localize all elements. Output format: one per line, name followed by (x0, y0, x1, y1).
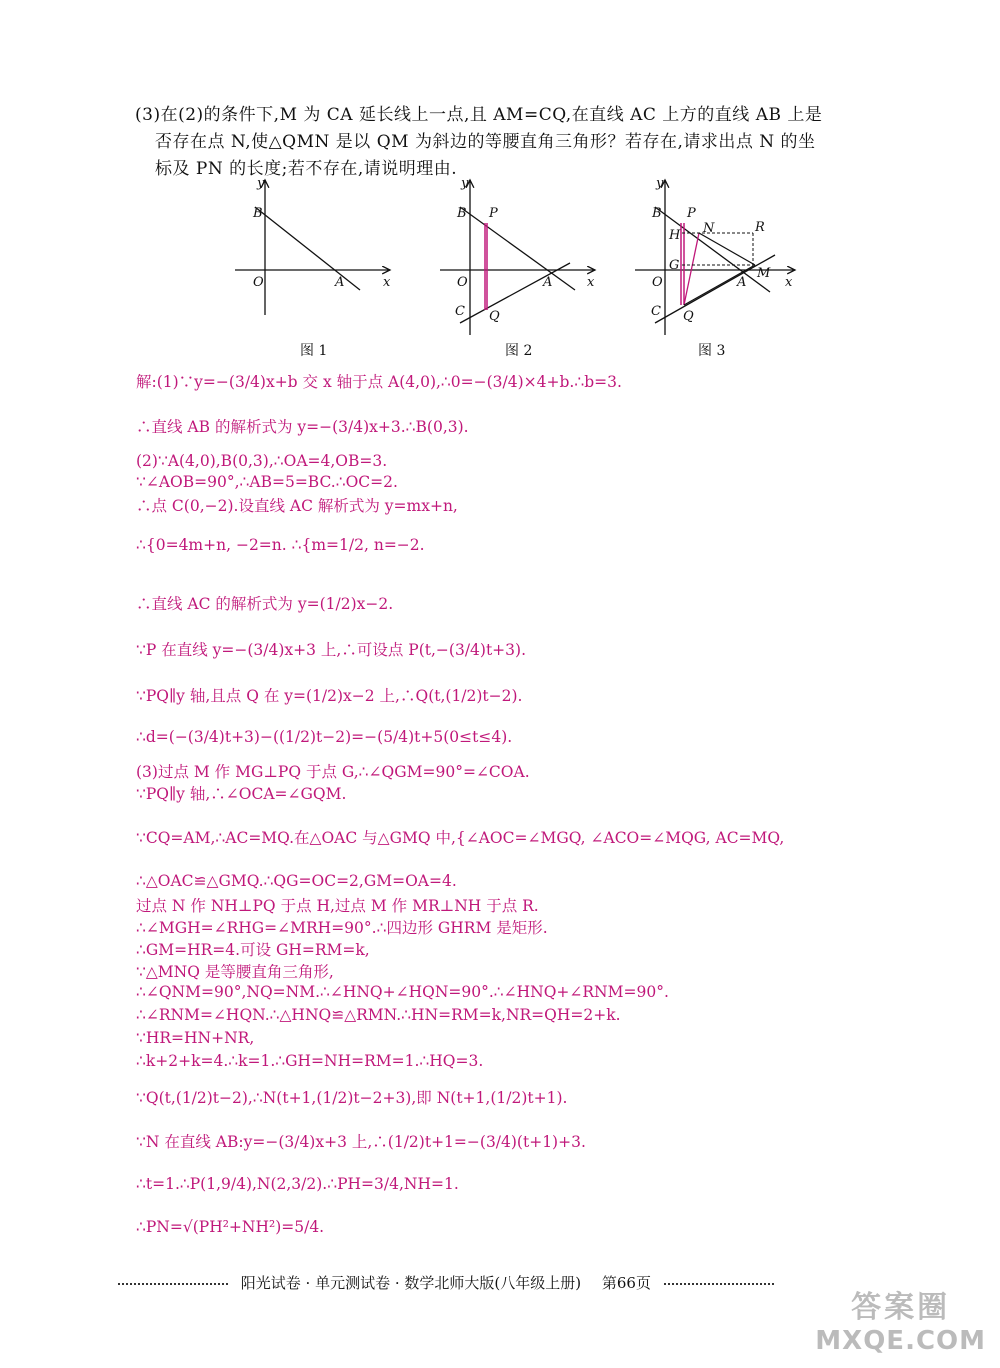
solution-line-23: ∵Q(t,(1/2)t−2),∴N(t+1,(1/2)t−2+3),即 N(t+1,(1/2)t+1). (136, 1089, 568, 1107)
fig3-label-y: y (656, 176, 664, 191)
figure-1 (235, 180, 390, 315)
figure-caption-3: 图 3 (698, 343, 726, 359)
problem-line-3: 标及 PN 的长度;若不存在,请说明理由. (155, 159, 458, 179)
fig3-label-r: R (755, 220, 765, 235)
fig2-label-p: P (489, 206, 498, 221)
fig3-label-c: C (651, 304, 661, 319)
fig3-constructions (681, 223, 755, 305)
solution-line-24: ∵N 在直线 AB:y=−(3/4)x+3 上,∴(1/2)t+1=−(3/4)(t+1)+3. (136, 1133, 586, 1151)
fig2-label-q: Q (489, 309, 500, 324)
problem-line-1: (3)在(2)的条件下,M 为 CA 延长线上一点,且 AM=CQ,在直线 AC 上方的直线 AB 上是 (135, 105, 823, 125)
figures (225, 175, 815, 365)
fig3-label-p: P (687, 206, 696, 221)
fig2-pq-segment (485, 223, 487, 310)
fig2-label-b: B (457, 206, 467, 221)
solution-line-12: ∵PQ∥y 轴,∴∠OCA=∠GQM. (136, 785, 347, 803)
solution-line-21: ∵HR=HN+NR, (136, 1029, 255, 1047)
solution-line-13: ∵CQ=AM,∴AC=MQ.在△OAC 与△GMQ 中,{∠AOC=∠MGQ, ∠ACO=∠MQG, AC=MQ, (136, 829, 785, 847)
fig1-label-a: A (335, 275, 345, 290)
solution-line-11: (3)过点 M 作 MG⊥PQ 于点 G,∴∠QGM=90°=∠COA. (136, 763, 530, 781)
fig2-label-c: C (455, 304, 465, 319)
fig1-label-b: B (253, 206, 263, 221)
fig1-label-o: O (253, 275, 264, 290)
watermark (815, 1282, 986, 1356)
solution-line-19: ∴∠QNM=90°,NQ=NM.∴∠HNQ+∠HQN=90°.∴∠HNQ+∠RNM=90°. (136, 983, 669, 1001)
solution-line-8: ∵P 在直线 y=−(3/4)x+3 上,∴可设点 P(t,−(3/4)t+3). (136, 641, 526, 659)
solution-line-7: ∴直线 AC 的解析式为 y=(1/2)x−2. (136, 595, 394, 613)
solution-line-15: 过点 N 作 NH⊥PQ 于点 H,过点 M 作 MR⊥NH 于点 R. (136, 897, 539, 915)
solution-line-1: 解:(1)∵y=−(3/4)x+b 交 x 轴于点 A(4,0),∴0=−(3/4)×4+b.∴b=3. (136, 373, 622, 391)
solution-line-16: ∴∠MGH=∠RHG=∠MRH=90°.∴四边形 GHRM 是矩形. (136, 919, 548, 937)
fig2-label-o: O (457, 275, 468, 290)
solution-line-2: ∴直线 AB 的解析式为 y=−(3/4)x+3.∴B(0,3). (136, 418, 469, 436)
footer-page-number: 第66页 (601, 1274, 651, 1292)
problem-line-2: 否存在点 N,使△QMN 是以 QM 为斜边的等腰直角三角形？若存在,请求出点 N 的坐 (155, 132, 816, 152)
fig2-label-x: x (587, 275, 595, 290)
fig3-label-n: N (703, 221, 715, 236)
fig3-label-a: A (737, 275, 747, 290)
solution-line-9: ∵PQ∥y 轴,且点 Q 在 y=(1/2)x−2 上,∴Q(t,(1/2)t−2). (136, 687, 523, 705)
page-footer (110, 1272, 890, 1293)
solution-line-10: ∴d=(−(3/4)t+3)−((1/2)t−2)=−(5/4)t+5(0≤t≤4). (136, 728, 513, 746)
fig3-label-h: H (669, 228, 681, 243)
solution-line-5: ∴点 C(0,−2).设直线 AC 解析式为 y=mx+n, (136, 497, 458, 515)
solution-line-22: ∴k+2+k=4.∴k=1.∴GH=NH=RM=1.∴HQ=3. (136, 1052, 484, 1070)
fig3-label-o: O (652, 275, 663, 290)
solution-line-18: ∵△MNQ 是等腰直角三角形, (136, 963, 334, 981)
fig1-label-x: x (383, 275, 391, 290)
solution-line-3: (2)∵A(4,0),B(0,3),∴OA=4,OB=3. (136, 452, 388, 470)
solution-line-26: ∴PN=√(PH²+NH²)=5/4. (136, 1218, 325, 1236)
fig2-label-a: A (543, 275, 553, 290)
figure-caption-1: 图 1 (300, 343, 328, 359)
footer-dots-right (664, 1283, 774, 1285)
fig1-label-y: y (257, 176, 265, 191)
figure-caption-2: 图 2 (505, 343, 533, 359)
solution-line-14: ∴△OAC≌△GMQ.∴QG=OC=2,GM=OA=4. (136, 872, 457, 890)
fig3-label-x: x (785, 275, 793, 290)
fig2-label-y: y (461, 176, 469, 191)
fig3-label-g: G (669, 258, 680, 273)
fig3-label-q: Q (683, 309, 694, 324)
solution-line-25: ∴t=1.∴P(1,9/4),N(2,3/2).∴PH=3/4,NH=1. (136, 1175, 459, 1193)
figures-svg (225, 175, 815, 345)
fig3-label-b: B (652, 206, 662, 221)
solution-line-6: ∴{0=4m+n, −2=n. ∴{m=1/2, n=−2. (136, 536, 425, 554)
footer-title: 阳光试卷 · 单元测试卷 · 数学北师大版(八年级上册) (240, 1274, 582, 1292)
problem-statement (135, 102, 905, 183)
footer-dots-left (118, 1283, 228, 1285)
watermark-logo: 答案圈 (851, 1290, 951, 1325)
solution-line-20: ∴∠RNM=∠HQN.∴△HNQ≌△RMN.∴HN=RM=k,NR=QH=2+k. (136, 1006, 621, 1024)
watermark-url: MXQE.COM (815, 1326, 986, 1356)
fig3-label-m: M (757, 266, 771, 281)
solution-line-4: ∵∠AOB=90°,∴AB=5=BC.∴OC=2. (136, 473, 398, 491)
solution-line-17: ∴GM=HR=4.可设 GH=RM=k, (136, 941, 370, 959)
